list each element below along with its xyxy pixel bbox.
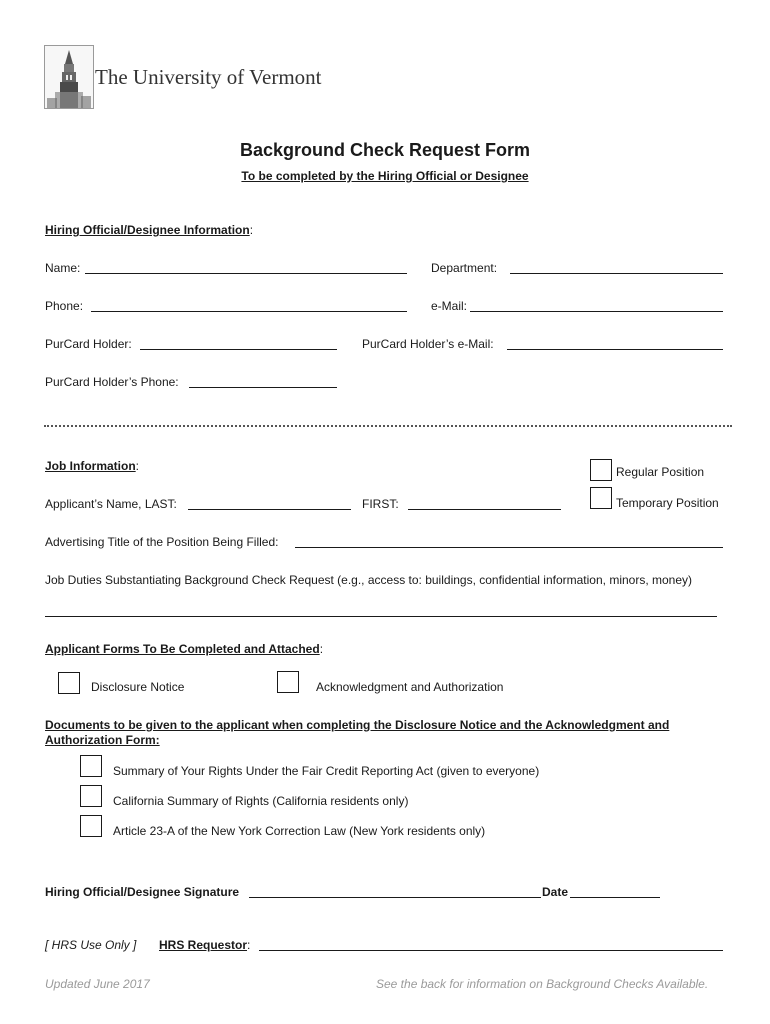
acknowledgment-label: Acknowledgment and Authorization: [316, 680, 504, 694]
regular-position-checkbox[interactable]: [590, 459, 612, 481]
see-back-note: See the back for information on Background Checks Available.: [376, 977, 709, 991]
documents-heading-line2: Authorization Form:: [45, 733, 160, 747]
applicant-last-field[interactable]: [188, 497, 351, 510]
advertising-title-label: Advertising Title of the Position Being Filled:: [45, 535, 279, 549]
disclosure-notice-checkbox[interactable]: [58, 672, 80, 694]
purcard-holder-field[interactable]: [140, 337, 337, 350]
temporary-position-checkbox[interactable]: [590, 487, 612, 509]
date-label: Date: [542, 885, 569, 899]
email-field[interactable]: [470, 299, 723, 312]
advertising-title-field[interactable]: [295, 535, 723, 548]
purcard-phone-field[interactable]: [189, 375, 337, 388]
form-title: Background Check Request Form: [239, 140, 531, 160]
university-name: The University of Vermont: [95, 65, 322, 89]
hiring-official-section-heading: Hiring Official/Designee Information:: [45, 223, 254, 237]
purcard-email-label: PurCard Holder’s e-Mail:: [362, 337, 494, 351]
california-summary-label: California Summary of Rights (California residents only): [113, 794, 409, 808]
name-field[interactable]: [85, 261, 407, 274]
applicant-first-label: FIRST:: [362, 497, 399, 511]
form-subtitle: To be completed by the Hiring Official or Designee: [241, 169, 529, 183]
updated-date: Updated June 2017: [45, 977, 150, 991]
hrs-requestor-field[interactable]: [259, 938, 723, 951]
section-divider: [44, 425, 732, 427]
purcard-phone-label: PurCard Holder’s Phone:: [45, 375, 179, 389]
fcra-summary-checkbox[interactable]: [80, 755, 102, 777]
temporary-position-label: Temporary Position: [616, 496, 719, 510]
regular-position-label: Regular Position: [616, 465, 705, 479]
job-duties-field[interactable]: [45, 604, 717, 617]
acknowledgment-checkbox[interactable]: [277, 671, 299, 693]
job-info-section-heading: Job Information:: [45, 459, 140, 473]
disclosure-notice-label: Disclosure Notice: [91, 680, 185, 694]
new-york-article-checkbox[interactable]: [80, 815, 102, 837]
date-field[interactable]: [570, 885, 660, 898]
purcard-email-field[interactable]: [507, 337, 723, 350]
name-label: Name:: [45, 261, 81, 275]
signature-label: Hiring Official/Designee Signature: [45, 885, 240, 899]
applicant-forms-section-heading: Applicant Forms To Be Completed and Attached:: [45, 642, 324, 656]
department-field[interactable]: [510, 261, 723, 274]
university-logo: [44, 45, 94, 109]
tower-icon: [45, 46, 93, 108]
new-york-article-label: Article 23-A of the New York Correction Law (New York residents only): [113, 824, 486, 838]
hrs-use-only-label: [ HRS Use Only ]: [45, 938, 137, 952]
applicant-first-field[interactable]: [408, 497, 561, 510]
applicant-last-label: Applicant’s Name, LAST:: [45, 497, 177, 511]
signature-field[interactable]: [249, 885, 541, 898]
fcra-summary-label: Summary of Your Rights Under the Fair Credit Reporting Act (given to everyone): [113, 764, 540, 778]
purcard-holder-label: PurCard Holder:: [45, 337, 132, 351]
documents-heading-line1: Documents to be given to the applicant when completing the Disclosure Notice and the Acknowledgment and: [45, 718, 670, 732]
job-duties-label: Job Duties Substantiating Background Check Request (e.g., access to: buildings, confidential information, minors, money): [45, 573, 693, 587]
california-summary-checkbox[interactable]: [80, 785, 102, 807]
phone-label: Phone:: [45, 299, 84, 313]
phone-field[interactable]: [91, 299, 407, 312]
hrs-requestor-heading: HRS Requestor:: [159, 938, 251, 952]
email-label: e-Mail:: [431, 299, 468, 313]
department-label: Department:: [431, 261, 498, 275]
